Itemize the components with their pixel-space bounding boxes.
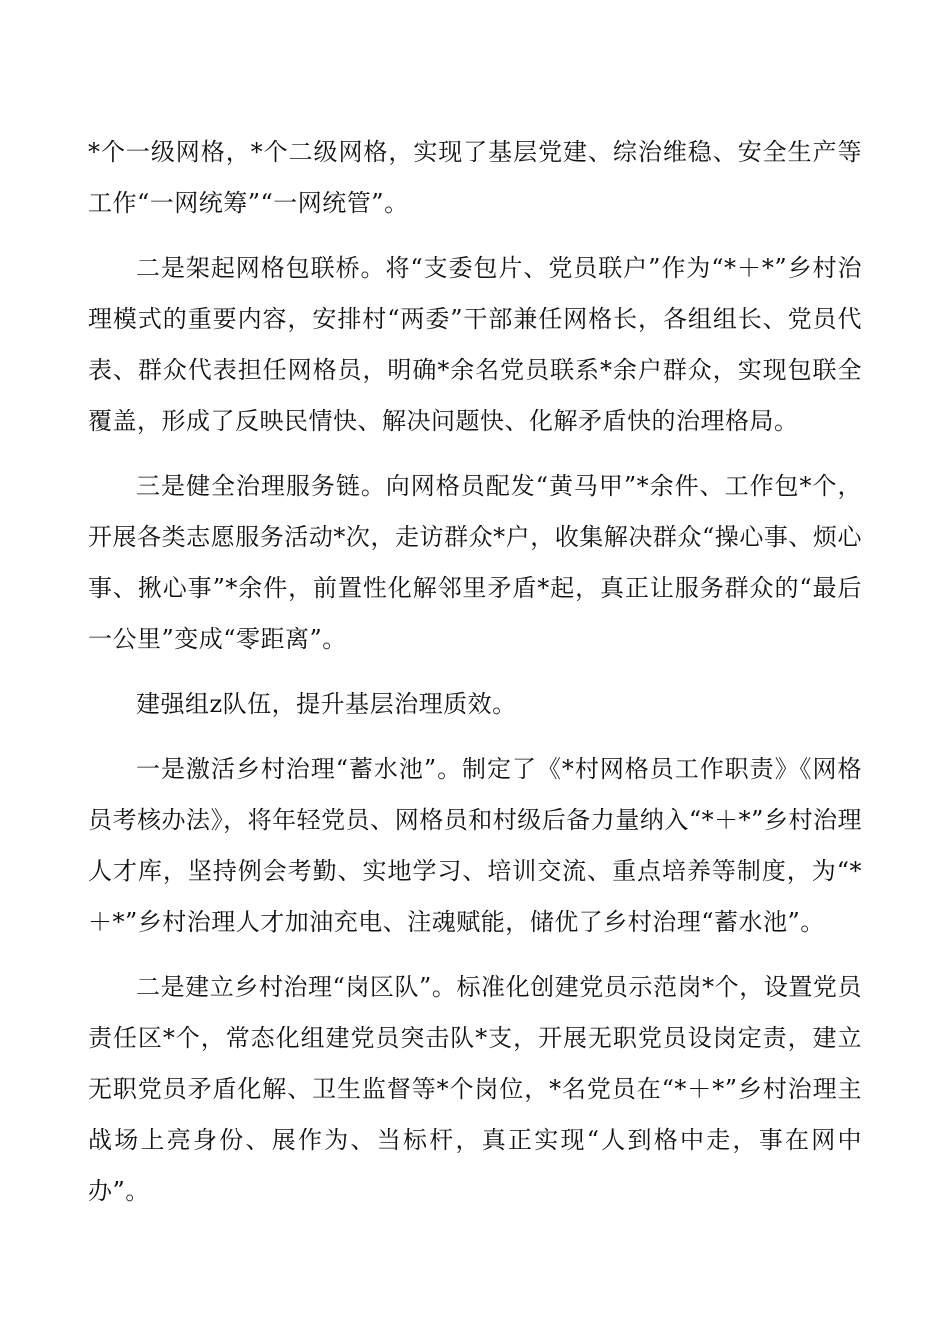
- paragraph-talent-pool: 一是激活乡村治理“蓄水池”。制定了《*村网格员工作职责》《网格员考核办法》，将年轻党员、网格员和村级后备力量纳入“*＋*”乡村治理人才库，坚持例会考勤、实地学习、培训交流、重点培养等制度，为“*＋*”乡村治理人才加油充电、注魂赋能，储优了乡村治理“蓄水池”。: [88, 755, 862, 936]
- paragraph-service-chain: 三是健全治理服务链。向网格员配发“黄马甲”*余件、工作包*个，开展各类志愿服务活动*次，走访群众*户，收集解决群众“操心事、烦心事、揪心事”*余件，前置性化解邻里矛盾*起，真正让服务群众的“最后一公里”变成“零距离”。: [88, 472, 862, 653]
- paragraph-section-heading: 建强组z队伍，提升基层治理质效。: [136, 690, 517, 718]
- paragraph-grid-bridge: 二是架起网格包联桥。将“支委包片、党员联户”作为“*＋*”乡村治理模式的重要内容，安排村“两委”干部兼任网格长，各组组长、党员代表、群众代表担任网格员，明确*余名党员联系*余户群众，实现包联全覆盖，形成了反映民情快、解决问题快、化解矛盾快的治理格局。: [88, 254, 862, 435]
- document-page: [88, 127, 862, 1231]
- paragraph-post-area-team: 二是建立乡村治理“岗区队”。标准化创建党员示范岗*个，设置党员责任区*个，常态化组建党员突击队*支，开展无职党员设岗定责，建立无职党员矛盾化解、卫生监督等*个岗位，*名党员在“*＋*”乡村治理主战场上亮身份、展作为、当标杆，真正实现“人到格中走，事在网中办”。: [88, 973, 862, 1205]
- paragraph-grid-levels: *个一级网格，*个二级网格，实现了基层党建、综治维稳、安全生产等工作“一网统筹”“一网统管”。: [88, 138, 862, 217]
